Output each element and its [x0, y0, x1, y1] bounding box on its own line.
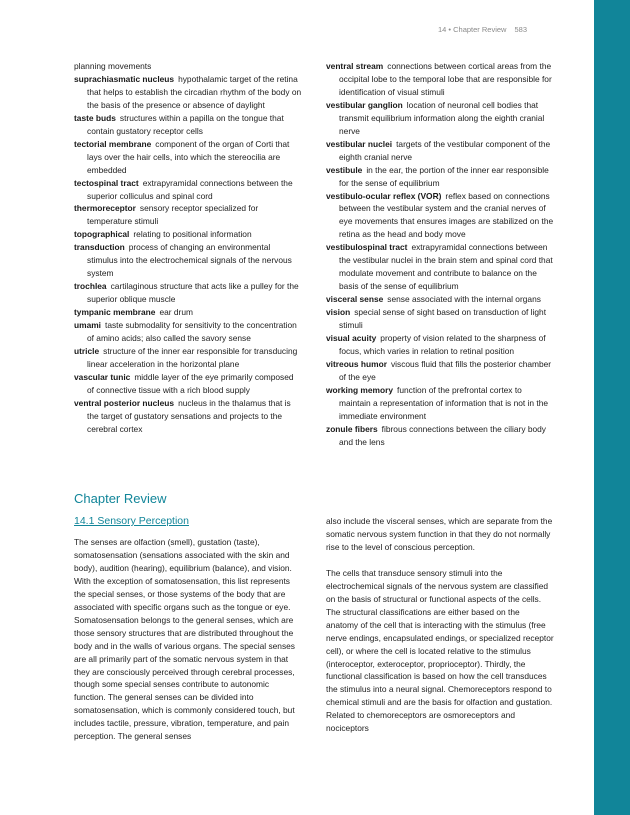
glossary-term: transduction [74, 242, 125, 253]
glossary-definition: in the ear, the portion of the inner ear responsible for the sense of equilibrium [339, 164, 549, 188]
glossary-term: vision [326, 307, 351, 318]
glossary-term: vitreous humor [326, 358, 387, 369]
glossary-definition: structure of the inner ear responsible for transducing linear acceleration in the horizontal plane [87, 345, 298, 369]
glossary-entry [326, 241, 554, 293]
glossary-definition: nucleus in the thalamus that is the target of gustatory sensations and projects to the cerebral cortex [87, 397, 291, 434]
glossary-entry [74, 306, 302, 319]
glossary-entry [326, 99, 554, 138]
glossary-definition: connections between cortical areas from the occipital lobe to the temporal lobe that are responsible for identification of visual stimuli [339, 61, 552, 97]
glossary-term: topographical [74, 229, 130, 240]
glossary-term: taste buds [74, 112, 116, 123]
glossary-entry [74, 397, 302, 436]
glossary-entry [74, 319, 302, 345]
glossary-entry [74, 73, 302, 112]
glossary-right-column [326, 60, 554, 449]
glossary-entry [326, 384, 554, 423]
glossary-definition: fibrous connections between the ciliary body and the lens [339, 423, 546, 447]
glossary-term: vascular tunic [74, 371, 131, 382]
glossary-entry [74, 345, 302, 371]
glossary-term: working memory [326, 384, 394, 395]
glossary-entry [74, 280, 302, 306]
glossary-definition: sense associated with the internal organs [387, 294, 541, 305]
glossary-term: tympanic membrane [74, 307, 156, 318]
glossary-term: ventral posterior nucleus [74, 397, 175, 408]
glossary-definition: process of changing an environmental stimulus into the electrochemical signals of the nervous system [87, 242, 292, 279]
glossary-term: tectorial membrane [74, 138, 152, 149]
review-paragraph: also include the visceral senses, which are separate from the somatic nervous system function in that they do not normally rise to the level of conscious perception. [326, 516, 553, 552]
glossary-term: zonule fibers [326, 423, 378, 434]
glossary-term: vestibular nuclei [326, 138, 393, 149]
glossary-definition: taste submodality for sensitivity to the concentration of amino acids; also called the savory sense [87, 320, 297, 344]
review-paragraph: The senses are olfaction (smell), gustation (taste), somatosensation (sensations associated with the skin and body), audition (hearing), equilibrium (balance), and vision. With the exception of somatosensation, this list represents the special senses, or those systems of the body that are associated with specific organs such as the tongue or eye. Somatosensation belongs to the general senses, which are those sensory structures that are distributed throughout the body and in the walls of various organs. The special senses are all primarily part of the somatic nervous system in that they are consciously perceived through cerebral processes, though some special senses contribute to autonomic function. The general senses can be divided into somatosensation, which is commonly considered touch, but includes tactile, pressure, vibration, temperature, and pain perception. The general senses [74, 537, 295, 742]
glossary-definition: viscous fluid that fills the posterior chamber of the eye [339, 358, 552, 382]
glossary-definition: ear drum [159, 307, 193, 318]
chapter-label: 14 • Chapter Review [437, 25, 507, 34]
page-number: 583 [514, 25, 527, 34]
review-right-column [326, 515, 554, 735]
glossary-entry [74, 138, 302, 177]
glossary-term: suprachiasmatic nucleus [74, 73, 175, 84]
glossary-entry [326, 60, 554, 99]
glossary-definition: middle layer of the eye primarily composed of connective tissue with a rich blood supply [87, 371, 294, 395]
glossary-entry [74, 228, 302, 241]
glossary-term: vestibulo-ocular reflex (VOR) [326, 190, 442, 201]
glossary-entry [74, 371, 302, 397]
glossary-entry [74, 177, 302, 203]
glossary-entry [326, 358, 554, 384]
glossary-definition: component of the organ of Corti that lays over the hair cells, into which the stereocilia are embedded [87, 138, 290, 175]
glossary-definition: hypothalamic target of the retina that helps to establish the circadian rhythm of the body on the basis of the presence or absence of daylight [87, 73, 302, 110]
glossary-term: ventral stream [326, 61, 384, 71]
glossary-definition: special sense of sight based on transduction of light stimuli [339, 307, 547, 331]
glossary-definition: cartilaginous structure that acts like a pulley for the superior oblique muscle [87, 281, 299, 305]
glossary-term: vestibule [326, 164, 363, 175]
glossary-definition: structures within a papilla on the tongue that contain gustatory receptor cells [87, 112, 284, 136]
glossary-definition: relating to positional information [133, 229, 252, 240]
section-heading-link[interactable]: 14.1 Sensory Perception [74, 515, 189, 527]
chapter-review-heading: Chapter Review [74, 491, 167, 506]
glossary-left-column [74, 60, 302, 436]
glossary-definition: targets of the vestibular component of the eighth cranial nerve [339, 138, 551, 162]
glossary-entry [326, 190, 554, 242]
glossary-term: trochlea [74, 281, 107, 292]
glossary-term: visceral sense [326, 294, 384, 305]
glossary-entry [74, 202, 302, 228]
glossary-definition: sensory receptor specialized for temperature stimuli [87, 203, 259, 227]
glossary-term: utricle [74, 345, 100, 356]
glossary-term: vestibulospinal tract [326, 242, 408, 253]
glossary-entry [74, 112, 302, 138]
glossary-entry [74, 241, 302, 280]
running-header [438, 25, 527, 34]
glossary-entry [326, 293, 554, 306]
glossary-definition: function of the prefrontal cortex to maintain a representation of information that is not in the immediate environment [339, 384, 549, 421]
glossary-entry [326, 332, 554, 358]
glossary-term: visual acuity [326, 333, 377, 344]
glossary-entry [74, 60, 302, 73]
glossary-entry [326, 164, 554, 190]
glossary-definition: property of vision related to the sharpness of focus, which varies in relation to retinal position [339, 333, 546, 356]
glossary-definition: extrapyramidal connections between the vestibular nuclei in the brain stem and spinal cord that modulate movement and contribute to balance on the basis of the sense of equilibrium [339, 242, 553, 292]
glossary-entry [326, 306, 554, 332]
glossary-entry [326, 423, 554, 449]
glossary-term: tectospinal tract [74, 177, 139, 188]
glossary-definition: extrapyramidal connections between the superior colliculus and spinal cord [87, 177, 293, 201]
side-color-band [594, 0, 630, 815]
glossary-term: umami [74, 320, 101, 331]
review-paragraph: The cells that transduce sensory stimuli into the electrochemical signals of the nervous system are classified on the basis of structural or functional aspects of the cells. The structural classifications are either based on the anatomy of the cell that is interacting with the stimulus (free nerve endings, encapsulated endings, or specialized receptor cell), or where the cell is located relative to the stimulus (interoceptor, exteroceptor, proprioceptor). Thirdly, the functional classification is based on how the cell transduces the stimulus into a neural signal. Chemoreceptors respond to chemical stimuli and are the basis for olfaction and gustation. Related to chemoreceptors are osmoreceptors and nociceptors [326, 567, 554, 734]
glossary-definition: planning movements [74, 61, 152, 71]
glossary-definition: reflex based on connections between the vestibular system and the cranial nerves of eye movements that ensures images are stabilized on the retina as the head and body move [339, 190, 554, 240]
glossary-term: vestibular ganglion [326, 99, 403, 110]
review-left-column [74, 536, 303, 743]
glossary-definition: location of neuronal cell bodies that transmit equilibrium information along the eighth cranial nerve [339, 99, 545, 136]
glossary-entry [326, 138, 554, 164]
glossary-term: thermoreceptor [74, 203, 136, 214]
